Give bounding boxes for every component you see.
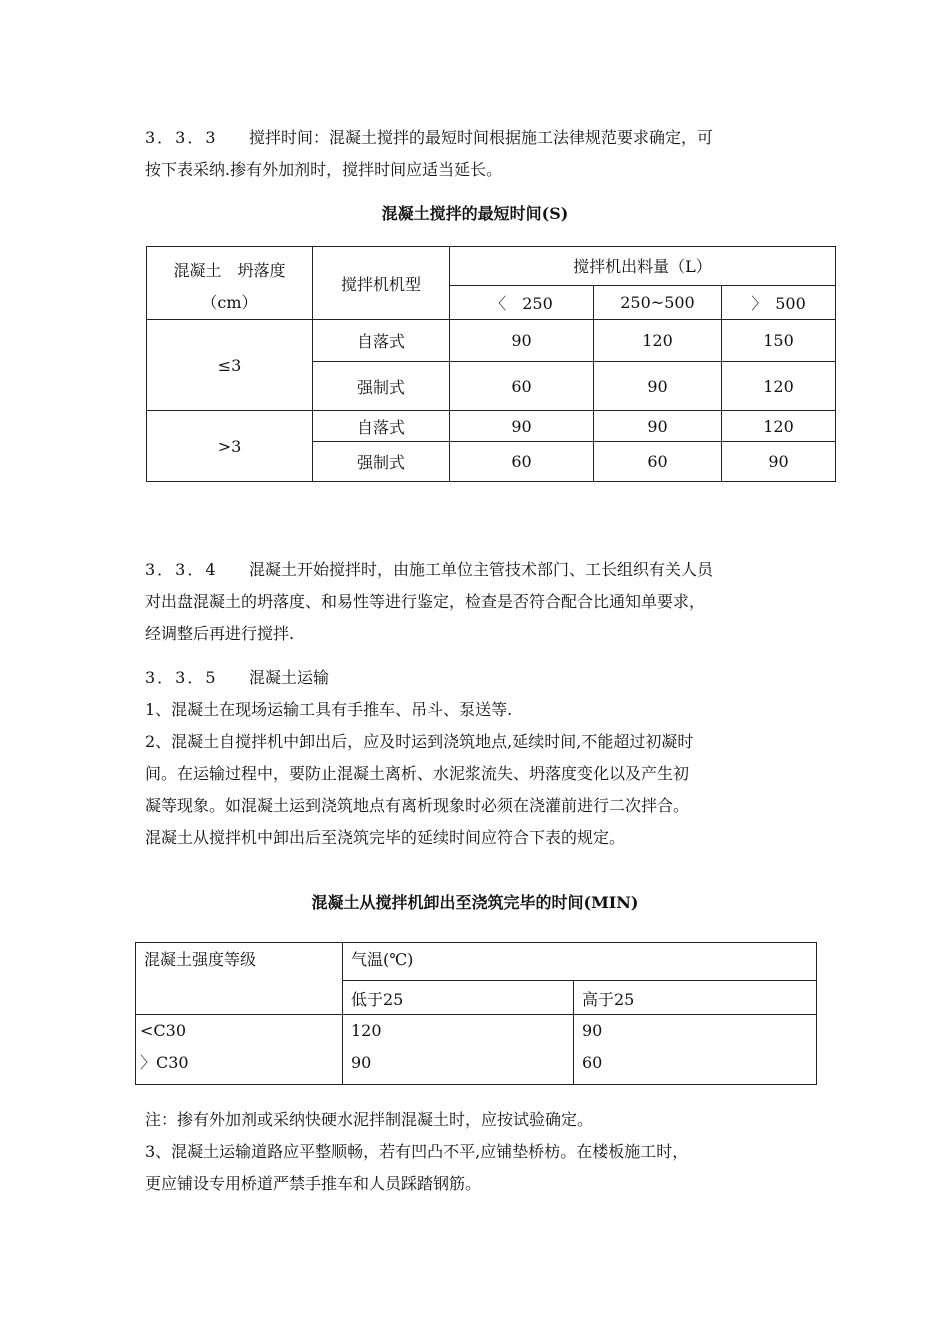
table-row <box>147 411 836 442</box>
section-3-3-3 <box>145 122 825 186</box>
value-cell: 120 <box>722 411 836 442</box>
value-cell: 150 <box>722 320 836 362</box>
mixer-type-cell: 强制式 <box>313 442 450 482</box>
paragraph-text: 对出盘混凝土的坍落度、和易性等进行鉴定，检查是否符合配合比通知单要求， <box>145 592 706 611</box>
value-cell: 90 <box>450 320 594 362</box>
header-mixer-type: 搅拌机机型 <box>313 247 450 320</box>
header-output-col2: 250~500 <box>594 285 722 319</box>
header-temperature: 气温(℃) <box>343 943 817 981</box>
slump-cell: >3 <box>147 411 313 482</box>
paragraph-text: 按下表采纳.掺有外加剂时，搅拌时间应适当延长。 <box>145 160 503 179</box>
grade-cell: <C30 〉C30 <box>136 1015 343 1085</box>
list-item: 2、混凝土自搅拌机中卸出后，应及时运到浇筑地点,延续时间,不能超过初凝时 <box>145 732 694 751</box>
header-output: 搅拌机出料量（L） <box>450 247 836 286</box>
section-title: 混凝土运输 <box>249 668 330 687</box>
value-cell: 120 <box>722 362 836 411</box>
value-cell: 90 60 <box>574 1015 817 1085</box>
table-caption: 混凝土搅拌的最短时间(S) <box>381 204 569 223</box>
header-below-25: 低于25 <box>343 981 574 1015</box>
list-item: 3、混凝土运输道路应平整顺畅，若有凹凸不平,应铺垫桥枋。在楼板施工时， <box>145 1142 689 1161</box>
mixer-type-cell: 自落式 <box>313 411 450 442</box>
value-cell: 60 <box>450 442 594 482</box>
paragraph-text: 更应铺设专用桥道严禁手推车和人员踩踏钢筋。 <box>145 1174 482 1193</box>
header-output-col3: 〉 500 <box>722 285 836 319</box>
table-caption: 混凝土从搅拌机卸出至浇筑完毕的时间(MIN) <box>311 893 639 912</box>
table-row <box>136 1015 817 1085</box>
mixing-time-table <box>146 246 836 482</box>
header-above-25: 高于25 <box>574 981 817 1015</box>
paragraph-text: 经调整后再进行搅拌. <box>145 624 295 643</box>
table-row <box>147 320 836 362</box>
value-cell: 90 <box>722 442 836 482</box>
value-cell: 60 <box>450 362 594 411</box>
value-cell: 90 <box>594 411 722 442</box>
list-item: 1、混凝土在现场运输工具有手推车、吊斗、泵送等. <box>145 700 513 719</box>
mixer-type-cell: 强制式 <box>313 362 450 411</box>
closing-section <box>145 1104 825 1200</box>
section-3-3-5 <box>145 662 825 854</box>
transport-time-table <box>135 942 817 1085</box>
section-number: 3．3．5 <box>145 668 218 687</box>
header-slump: 混凝土 坍落度 （cm） <box>147 247 313 320</box>
mixer-type-cell: 自落式 <box>313 320 450 362</box>
value-cell: 90 <box>594 362 722 411</box>
value-cell: 120 <box>594 320 722 362</box>
slump-cell: ≤3 <box>147 320 313 411</box>
header-strength-grade: 混凝土强度等级 <box>136 943 343 1015</box>
paragraph-text: 混凝土开始搅拌时，由施工单位主管技术部门、工长组织有关人员 <box>249 560 714 579</box>
value-cell: 60 <box>594 442 722 482</box>
paragraph-text: 混凝土从搅拌机中卸出后至浇筑完毕的延续时间应符合下表的规定。 <box>145 828 626 847</box>
paragraph-text: 间。在运输过程中，要防止混凝土离析、水泥浆流失、坍落度变化以及产生初 <box>145 764 690 783</box>
note-text: 注：掺有外加剂或采纳快硬水泥拌制混凝土时，应按试验确定。 <box>145 1110 594 1129</box>
paragraph-text: 搅拌时间：混凝土搅拌的最短时间根据施工法律规范要求确定，可 <box>249 128 714 147</box>
section-number: 3．3．4 <box>145 560 218 579</box>
value-cell: 120 90 <box>343 1015 574 1085</box>
header-output-col1: 〈 250 <box>450 285 594 319</box>
paragraph-text: 凝等现象。如混凝土运到浇筑地点有离析现象时必须在浇灌前进行二次拌合。 <box>145 796 690 815</box>
section-3-3-4 <box>145 554 825 650</box>
value-cell: 90 <box>450 411 594 442</box>
section-number: 3．3．3 <box>145 128 218 147</box>
